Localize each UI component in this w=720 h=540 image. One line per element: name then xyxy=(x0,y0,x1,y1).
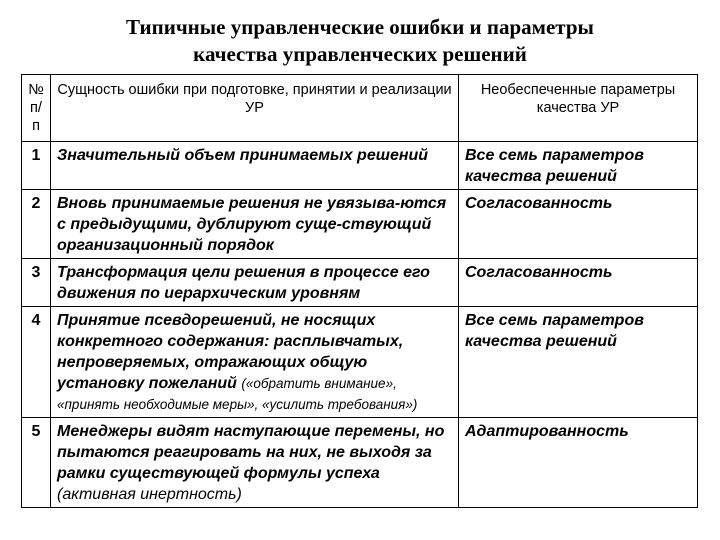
row-essence-note: (активная инертность) xyxy=(57,486,242,503)
title-line-2: качества управленческих решений xyxy=(193,42,527,66)
row-parameters: Согласованность xyxy=(459,259,698,307)
row-essence: Значительный объем принимаемых решений xyxy=(51,142,459,190)
header-number: № п/п xyxy=(22,75,51,142)
row-parameters: Все семь параметров качества решений xyxy=(459,142,698,190)
row-number: 5 xyxy=(22,418,51,508)
row-number: 3 xyxy=(22,259,51,307)
table-row xyxy=(22,418,698,508)
row-number: 1 xyxy=(22,142,51,190)
table-header-row xyxy=(22,75,698,142)
header-parameters: Необеспеченные параметры качества УР xyxy=(459,75,698,142)
row-parameters: Все семь параметров качества решений xyxy=(459,307,698,418)
row-parameters: Адаптированность xyxy=(459,418,698,508)
table-row xyxy=(22,259,698,307)
row-parameters: Согласованность xyxy=(459,190,698,259)
row-number: 2 xyxy=(22,190,51,259)
table-row xyxy=(22,142,698,190)
title-line-1: Типичные управленческие ошибки и параметры xyxy=(126,15,594,39)
row-essence-main: Принятие псевдорешений, не носящих конкретного содержания: расплывчатых, непроверяемых, отражающих общую установку пожеланий xyxy=(57,312,404,392)
row-essence xyxy=(51,307,459,418)
row-essence: Трансформация цели решения в процессе его движения по иерархическим уровням xyxy=(51,259,459,307)
row-essence-note-1: («обратить внимание», xyxy=(241,376,397,391)
table-row xyxy=(22,307,698,418)
row-number: 4 xyxy=(22,307,51,418)
row-essence-main: Менеджеры видят наступающие перемены, но пытаются реагировать на них, не выходя за рамки существующей формулы успеха xyxy=(57,423,445,482)
page-title xyxy=(0,14,720,68)
row-essence: Вновь принимаемые решения не увязыва-ются с предыдущими, дублируют суще-ствующий организационный порядок xyxy=(51,190,459,259)
errors-table xyxy=(21,74,698,508)
row-essence xyxy=(51,418,459,508)
table-row xyxy=(22,190,698,259)
header-essence: Сущность ошибки при подготовке, принятии и реализации УР xyxy=(51,75,459,142)
row-essence-note-2: «принять необходимые меры», «усилить требования») xyxy=(57,397,418,412)
